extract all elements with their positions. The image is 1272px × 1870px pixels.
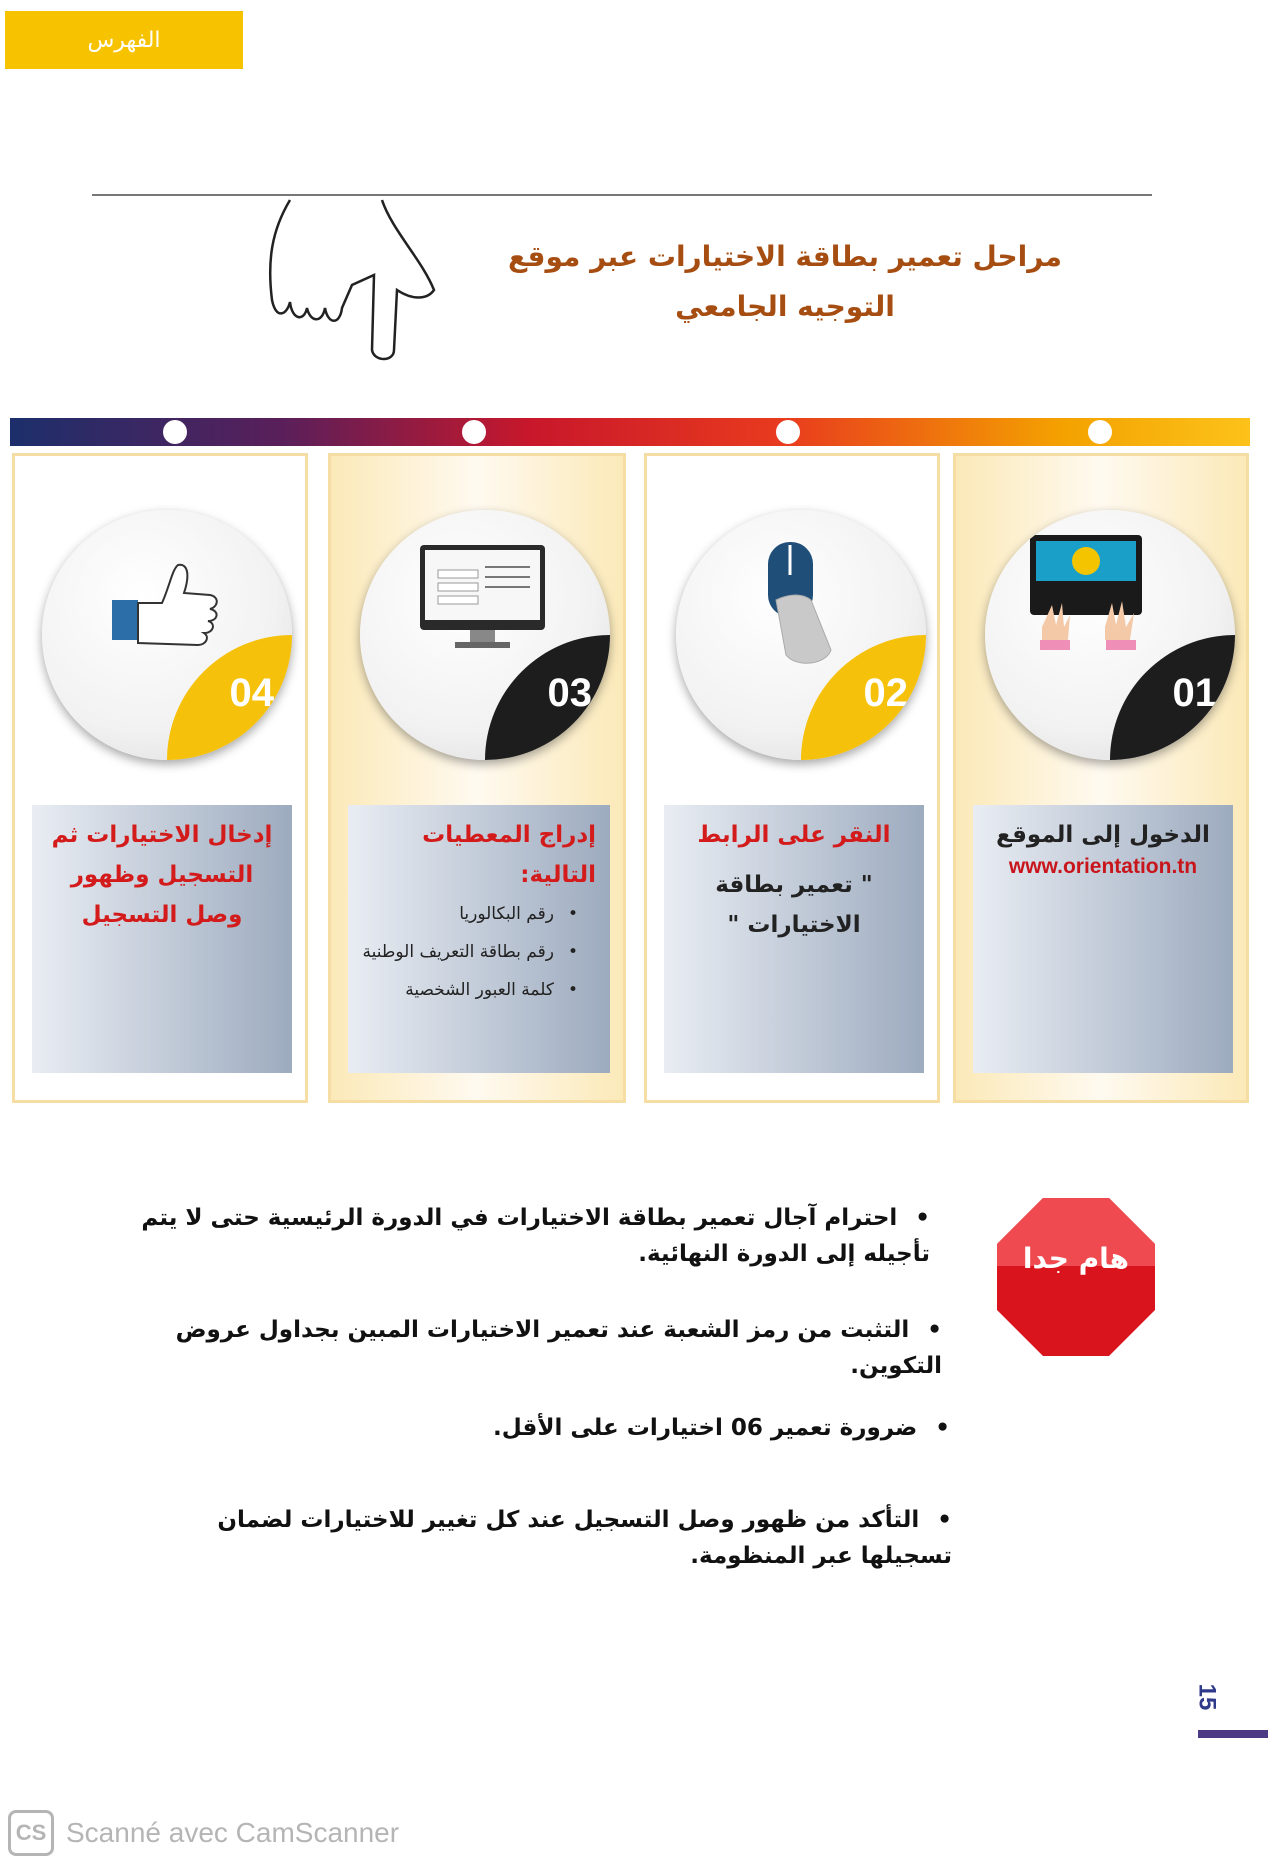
list-item: • التثبت من رمز الشعبة عند تعمير الاختيارات المبين بجداول عروض التكوين. [112,1312,942,1384]
list-item: • احترام آجال تعمير بطاقة الاختيارات في الدورة الرئيسية حتى لا يتم تأجيله إلى الدورة النهائية. [110,1200,930,1272]
top-rule [92,194,1152,196]
thumbs-up-icon [112,555,222,655]
step-text-04 [32,805,292,1073]
step-number: 04 [229,671,274,715]
step-number: 02 [863,671,908,715]
step-quote: " تعمير بطاقة الاختيارات " [715,872,873,938]
step-bullets [358,895,596,1009]
step-circle-02 [676,510,926,760]
important-label: هام جدا [1022,1242,1130,1275]
progress-bar [10,418,1250,446]
step-heading: إدخال الاختيارات ثم التسجيل وظهور وصل التسجيل [51,822,273,928]
list-item: • كلمة العبور الشخصية [358,971,578,1009]
step-number: 03 [547,671,592,715]
important-stop-sign [995,1196,1157,1358]
list-item: • رقم البكالوريا [358,895,578,933]
site-url-link[interactable]: www.orientation.tn [1008,855,1198,878]
pointing-hand-icon [262,190,462,370]
list-item: • رقم بطاقة التعريف الوطنية [358,933,578,971]
mouse-click-icon [756,540,856,670]
timeline-dot [1088,420,1112,444]
step-circle-03 [360,510,610,760]
list-item: • التأكد من ظهور وصل التسجيل عند كل تغيير للاختيارات لضمان تسجيلها عبر المنظومة. [142,1502,952,1574]
scanner-watermark [8,1808,399,1858]
index-tab[interactable]: الفهرس [5,11,243,69]
laptop-typing-icon [1030,535,1165,665]
step-text-01 [973,805,1233,1073]
step-text-03 [348,805,610,1073]
page-number: 15 [1193,1683,1221,1711]
camscanner-logo-icon: CS [8,1810,54,1856]
page-number-bar [1198,1730,1268,1738]
page-title: مراحل تعمير بطاقة الاختيارات عبر موقع التوجيه الجامعي [508,240,1062,323]
list-item: • ضرورة تعمير 06 اختيارات على الأقل. [120,1410,950,1446]
timeline-dot [776,420,800,444]
watermark-text: Scanné avec CamScanner [66,1817,400,1848]
step-circle-01 [985,510,1235,760]
timeline-dot [163,420,187,444]
step-heading: إدراج المعطيات التالية: [422,822,596,888]
step-number: 01 [1172,671,1217,715]
step-heading: النقر على الرابط [697,822,891,848]
computer-monitor-icon [420,545,550,655]
timeline-dot [462,420,486,444]
step-heading: الدخول إلى الموقع [996,822,1210,848]
step-circle-04 [42,510,292,760]
step-text-02 [664,805,924,1073]
